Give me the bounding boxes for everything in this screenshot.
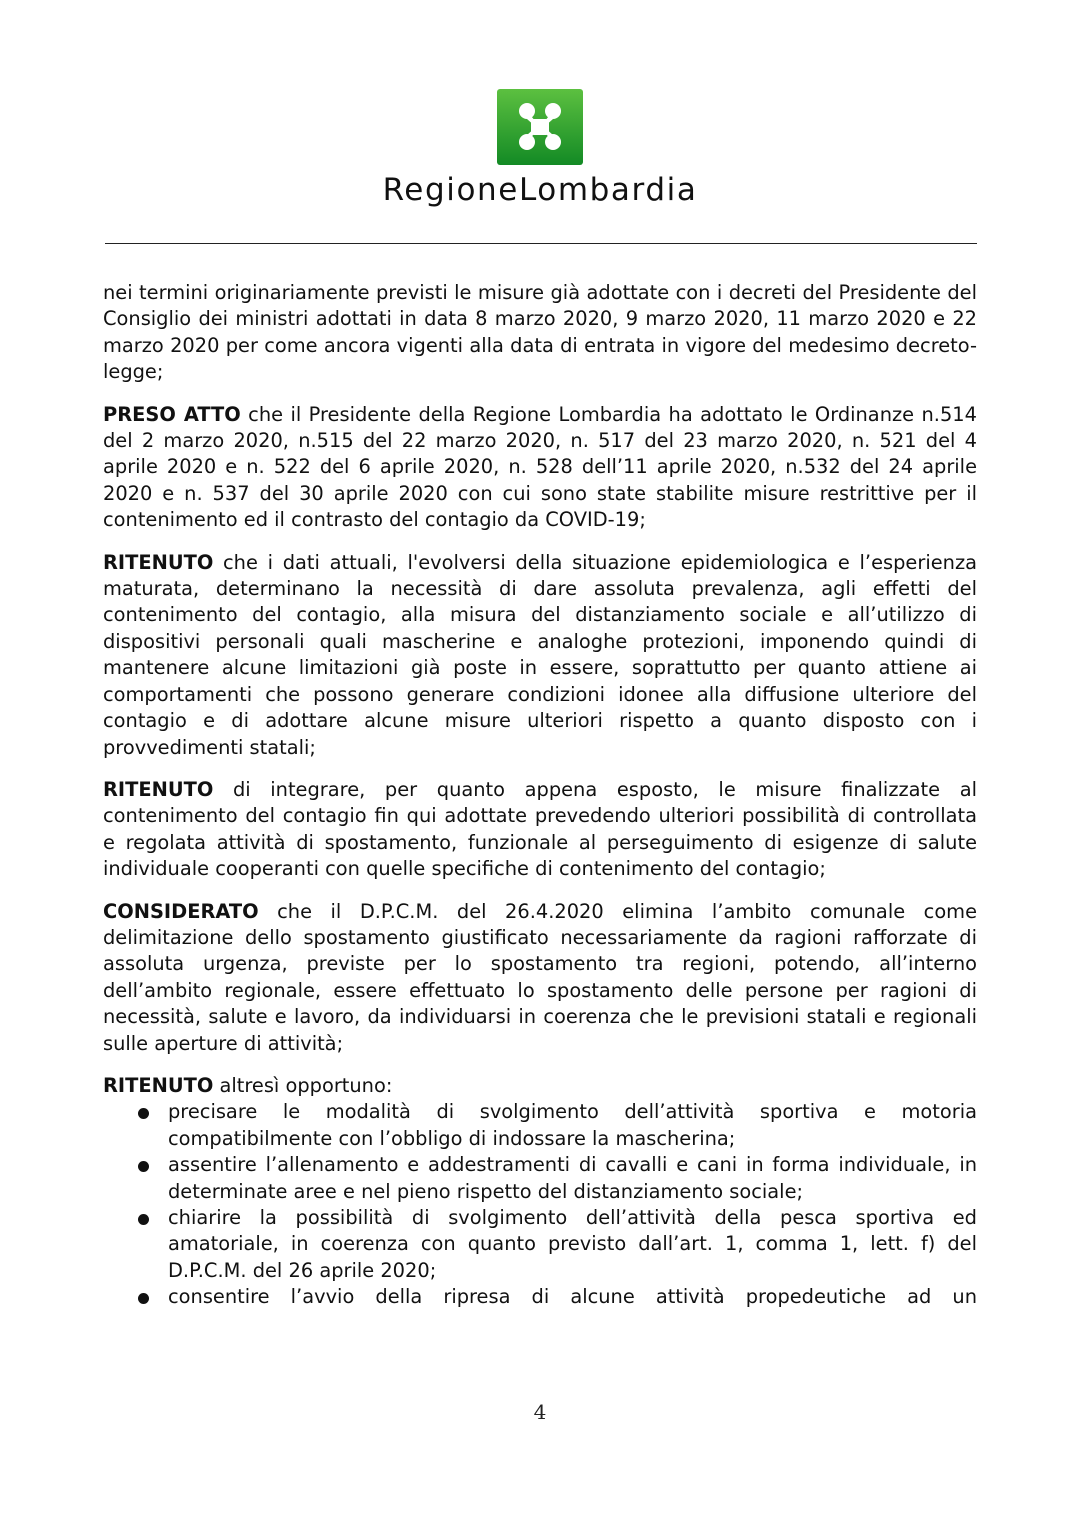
brand-name: RegioneLombardia	[382, 172, 698, 208]
regione-lombardia-logo-icon	[496, 88, 584, 166]
bullet-icon	[138, 1108, 149, 1119]
paragraph-lead: PRESO ATTO	[103, 402, 241, 426]
paragraph: PRESO ATTO che il Presidente della Regione Lombardia ha adottato le Ordinanze n.514 del 2 marzo 2020, n.515 del 22 marzo 2020, n. 517 del 23 marzo 2020, n. 521 del 4 aprile 2020 e n. 522 del 6 aprile 2020, n. 528 dell’11 aprile 2020, n.532 del 24 aprile 2020 e n. 537 del 30 aprile 2020 con cui sono state stabilite misure restrittive per il contenimento ed il contrasto del contagio da COVID-19;	[103, 402, 977, 532]
list-intro: RITENUTO altresì opportuno:	[103, 1073, 393, 1097]
bullet-icon	[138, 1293, 149, 1304]
paragraph: RITENUTO che i dati attuali, l'evolversi della situazione epidemiologica e l’esperienza maturata, determinano la necessità di dare assoluta prevalenza, agli effetti del contenimento del contagio, alla misura del distanziamento sociale e all’utilizzo di dispositivi personali quali mascherine e analoghe protezioni, imponendo quindi di mantenere alcune limitazioni già poste in essere, soprattutto per quanto attiene ai comportamenti che possono generare condizioni idonee alla diffusione ulteriore del contagio e di adottare alcune misure ulteriori rispetto a quanto disposto con i provvedimenti statali;	[103, 550, 977, 759]
header-logo	[0, 88, 1080, 170]
document-body	[103, 280, 977, 1311]
paragraph-lead: RITENUTO	[103, 1073, 214, 1097]
paragraph: RITENUTO di integrare, per quanto appena esposto, le misure finalizzate al contenimento del contagio fin qui adottate prevedendo ulteriori possibilità di controllata e regolata attività di spostamento, funzionale al perseguimento di esigenze di salute individuale cooperanti con quelle specifiche di contenimento del contagio;	[103, 777, 977, 881]
header-divider	[105, 243, 977, 244]
page-number: 4	[533, 1400, 547, 1424]
bullet-icon	[138, 1161, 149, 1172]
paragraph-lead: RITENUTO	[103, 550, 214, 574]
list-item: chiarire la possibilità di svolgimento dell’attività della pesca sportiva ed amatoriale, in coerenza con quanto previsto dall’art. 1, comma 1, lett. f) del D.P.C.M. del 26 aprile 2020;	[103, 1205, 977, 1284]
paragraph: nei termini originariamente previsti le misure già adottate con i decreti del Presidente del Consiglio dei ministri adottati in data 8 marzo 2020, 9 marzo 2020, 11 marzo 2020 e 22 marzo 2020 per come ancora vigenti alla data di entrata in vigore del medesimo decreto-legge;	[103, 281, 977, 384]
bullet-icon	[138, 1214, 149, 1225]
paragraph-lead: CONSIDERATO	[103, 899, 259, 923]
list-item: precisare le modalità di svolgimento dell’attività sportiva e motoria compatibilmente con l’obbligo di indossare la mascherina;	[103, 1099, 977, 1152]
bullet-list	[103, 1099, 977, 1310]
paragraph: CONSIDERATO che il D.P.C.M. del 26.4.2020 elimina l’ambito comunale come delimitazione dello spostamento giustificato necessariamente da ragioni rafforzate di assoluta urgenza, previste per lo spostamento tra regioni, potendo, all’interno dell’ambito regionale, essere effettuato lo spostamento delle persone per ragioni di necessità, salute e lavoro, da individuarsi in coerenza che le previsioni statali e regionali sulle aperture di attività;	[103, 899, 977, 1055]
list-item: assentire l’allenamento e addestramenti di cavalli e cani in forma individuale, in determinate aree e nel pieno rispetto del distanziamento sociale;	[103, 1152, 977, 1205]
paragraph-lead: RITENUTO	[103, 777, 214, 801]
list-item: consentire l’avvio della ripresa di alcune attività propedeutiche ad un	[103, 1284, 977, 1310]
